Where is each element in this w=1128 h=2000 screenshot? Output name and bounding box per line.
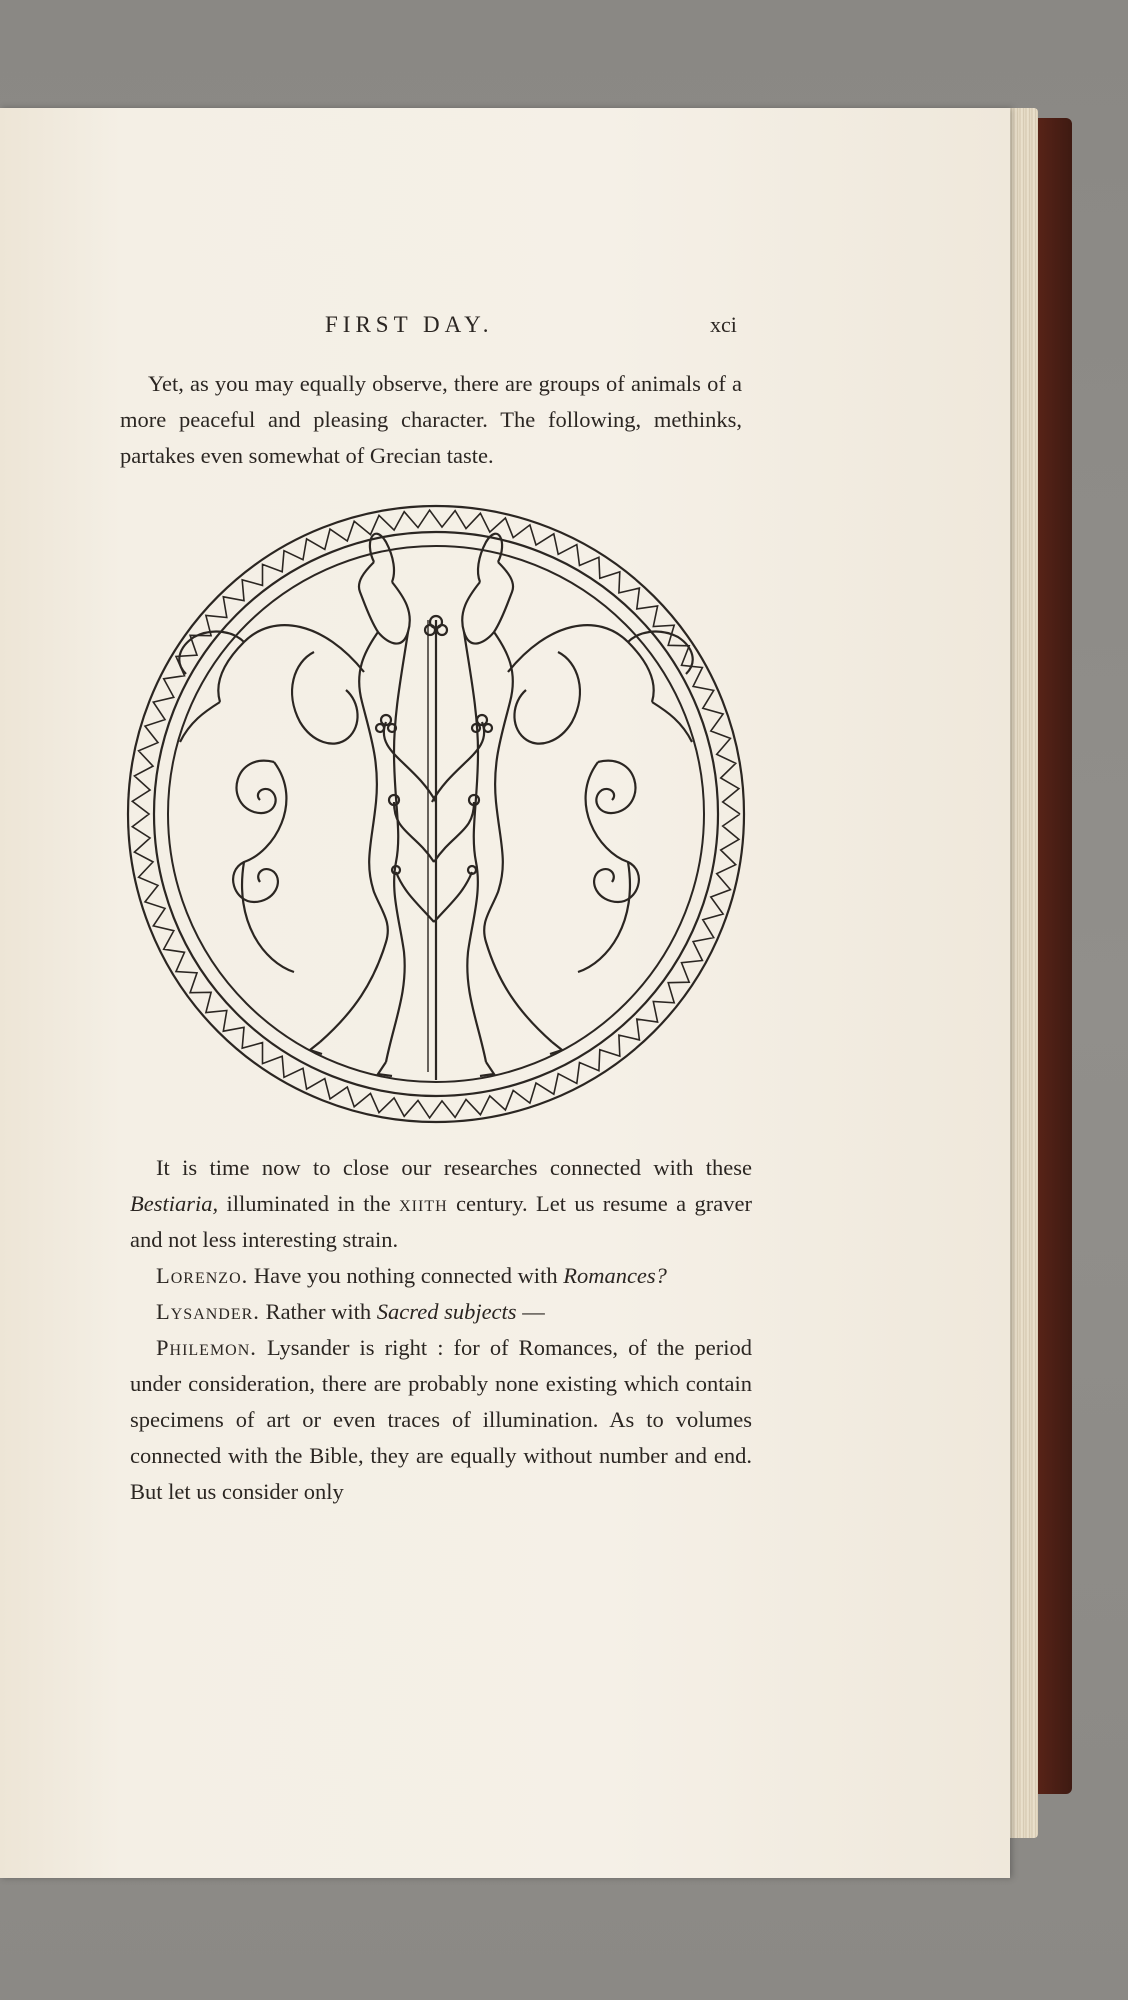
p2-century: xiith	[399, 1191, 448, 1216]
paragraph-intro: Yet, as you may equally observe, there are groups of animals of a more peaceful and pleasing character. The following, methinks, partakes even somewhat of Grecian taste.	[120, 371, 742, 468]
paragraph-bestiaria	[130, 1150, 752, 1258]
lorenzo-text: Have you nothing connected with	[248, 1263, 564, 1288]
speaker-lysander: Lysander.	[156, 1299, 260, 1324]
lysander-text: Rather with	[259, 1299, 377, 1324]
two-goats-roundel-icon	[124, 502, 748, 1126]
speaker-lorenzo: Lorenzo.	[156, 1263, 249, 1288]
philemon-text: Lysander is right : for of Romances, of the period under consideration, there are probably none existing which contain specimens of art or even traces of illumination. As to volumes connected with the Bible, they are equally without number and end. But let us consider only	[130, 1335, 752, 1504]
running-head	[0, 312, 1010, 352]
speech-philemon	[130, 1330, 752, 1510]
running-head-title: FIRST DAY.	[325, 312, 494, 337]
p2-after: century. Let us resume a graver and not less interesting strain.	[130, 1191, 752, 1252]
page-number: xci	[710, 312, 737, 337]
p2-middle: illuminated in the	[218, 1191, 400, 1216]
lysander-emph: Sacred subjects	[376, 1299, 517, 1324]
speech-lysander	[130, 1294, 752, 1330]
lorenzo-emph: Romances?	[563, 1263, 667, 1288]
speech-lorenzo	[130, 1258, 752, 1294]
p2-title: Bestiaria,	[130, 1191, 219, 1216]
p2-before: It is time now to close our researches connected with these	[156, 1155, 752, 1180]
lysander-after: —	[516, 1299, 545, 1324]
speaker-philemon: Philemon.	[156, 1335, 257, 1360]
